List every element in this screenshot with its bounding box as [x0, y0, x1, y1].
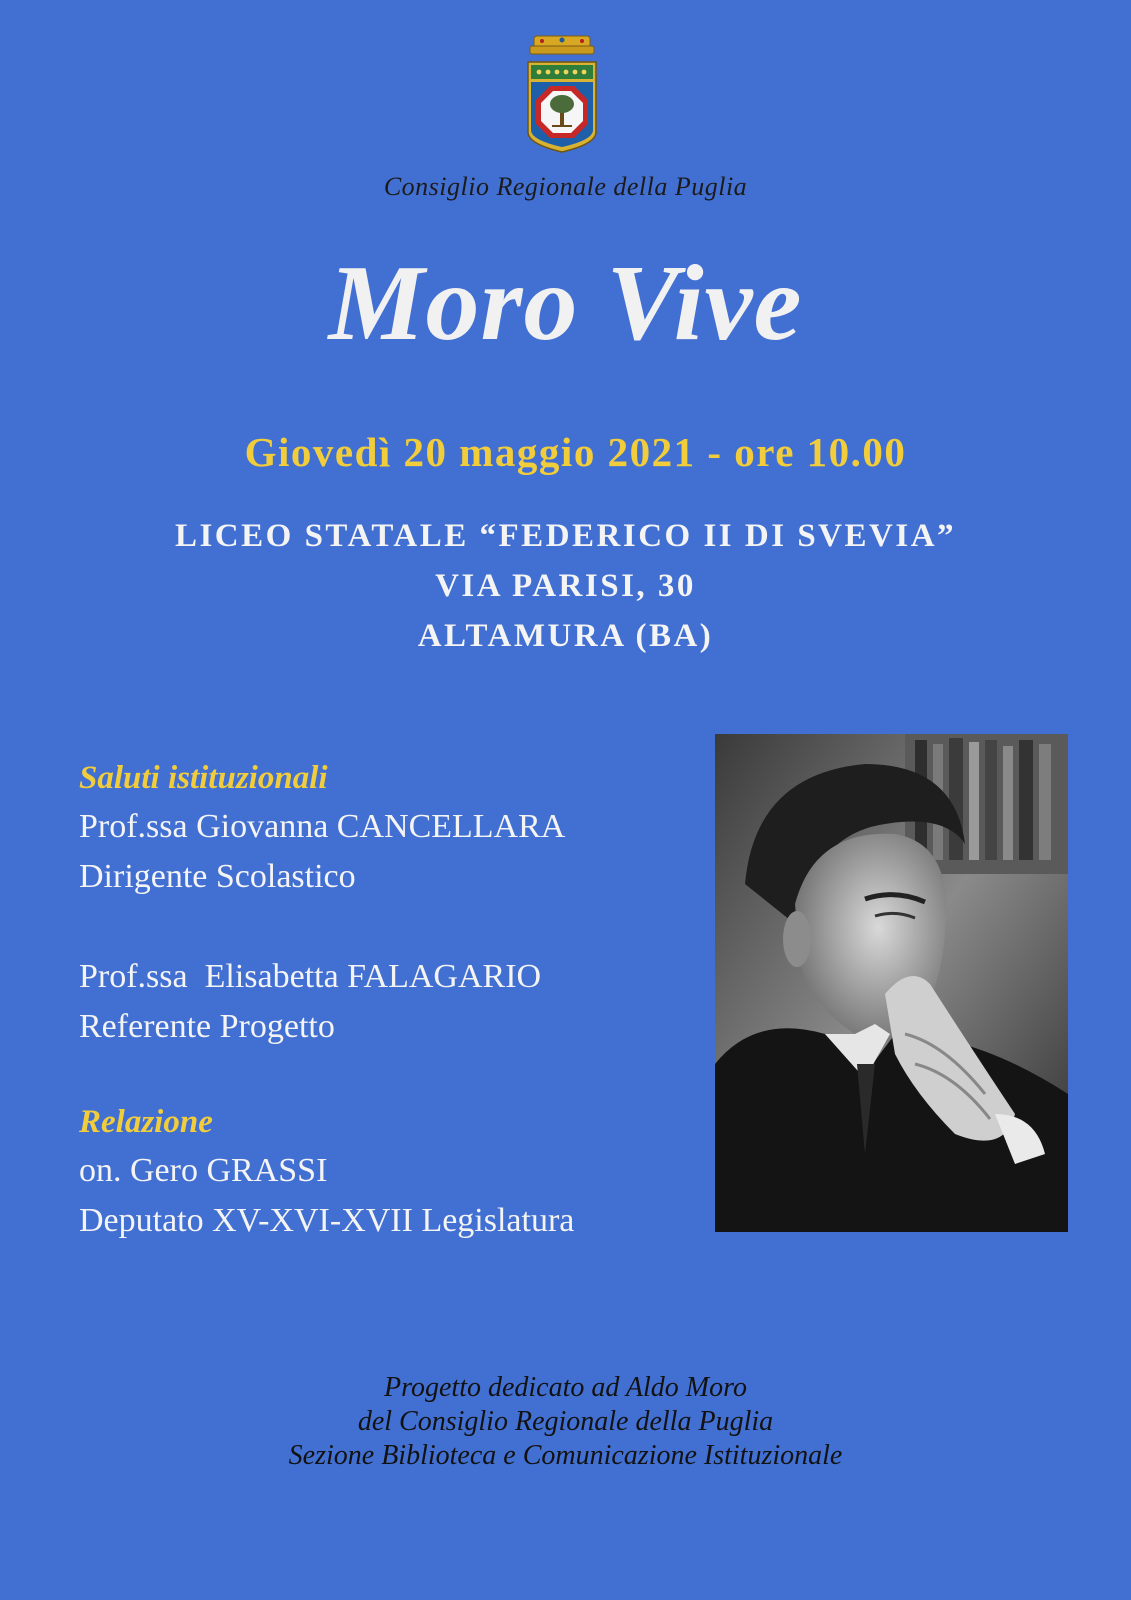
speaker-role: Dirigente Scolastico [79, 858, 356, 895]
venue-address: VIA PARISI, 30 [435, 568, 696, 604]
speaker-name: Prof.ssa Giovanna CANCELLARA [79, 808, 566, 845]
speaker-role: Deputato XV-XVI-XVII Legislatura [79, 1202, 575, 1239]
event-title: Moro Vive [328, 244, 803, 363]
coat-of-arms-icon [520, 28, 604, 158]
speaker-name: Prof.ssa Elisabetta FALAGARIO [79, 958, 542, 995]
venue-name: LICEO STATALE “FEDERICO II DI SVEVIA” [174, 518, 957, 554]
talk-heading: Relazione [79, 1104, 213, 1140]
footer-line: del Consiglio Regionale della Puglia [357, 1406, 774, 1437]
portrait-photo-icon [715, 734, 1068, 1232]
footer-line: Sezione Biblioteca e Comunicazione Istituzionale [288, 1440, 843, 1471]
event-date-time: Giovedì 20 maggio 2021 - ore 10.00 [244, 429, 907, 475]
venue-city: ALTAMURA (BA) [417, 618, 714, 654]
council-name: Consiglio Regionale della Puglia [383, 172, 748, 201]
footer-line: Progetto dedicato ad Aldo Moro [384, 1372, 747, 1403]
greetings-heading: Saluti istituzionali [79, 760, 328, 796]
speaker-name: on. Gero GRASSI [79, 1152, 328, 1189]
speaker-role: Referente Progetto [79, 1008, 335, 1045]
